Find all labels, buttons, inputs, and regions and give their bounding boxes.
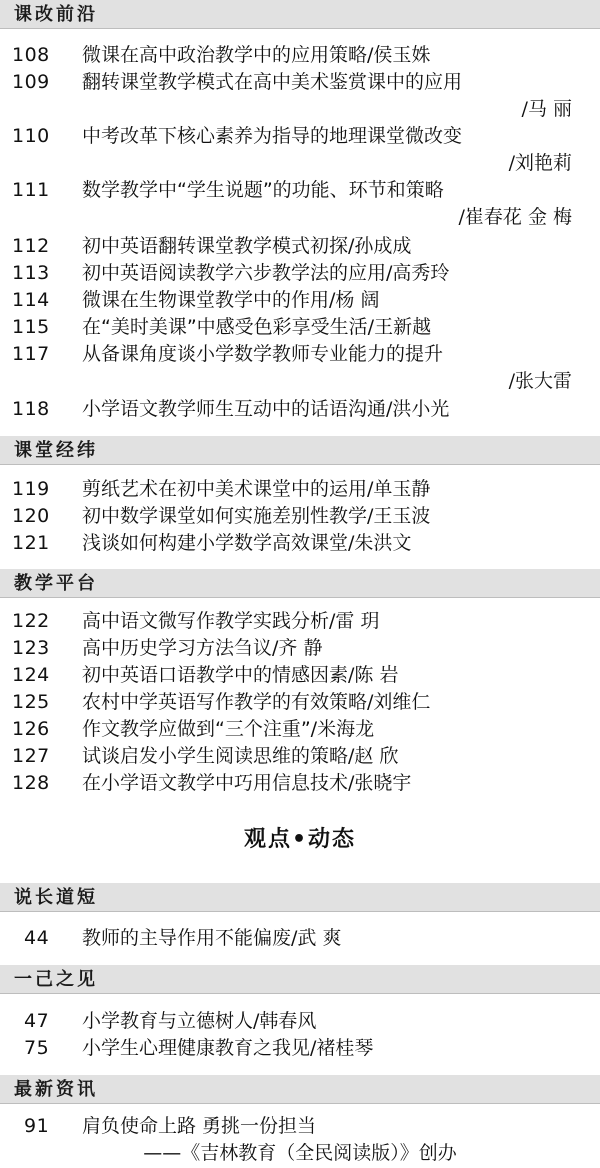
article-title: 微课在生物课堂教学中的作用/杨 阔 <box>82 289 380 311</box>
article-title: 肩负使命上路 勇挑一份担当 <box>82 1115 317 1137</box>
toc-entry[interactable] <box>0 123 600 177</box>
article-title: 初中英语口语教学中的情感因素/陈 岩 <box>82 664 399 686</box>
page-number: 109 <box>12 71 50 93</box>
article-author: 韩春风 <box>259 1010 317 1032</box>
page-number: 113 <box>12 262 50 284</box>
article-author: 侯玉姝 <box>373 44 431 66</box>
section-header-zuixin: 最新资讯 <box>0 1075 600 1104</box>
page-number: 126 <box>12 718 50 740</box>
page-number: 120 <box>12 505 50 527</box>
article-title: 中考改革下核心素养为指导的地理课堂微改变 <box>82 125 463 147</box>
toc-entry[interactable] <box>0 177 600 231</box>
article-title: 初中英语翻转课堂教学模式初探/孙成成 <box>82 235 412 257</box>
article-author: /刘艳莉 <box>508 152 572 174</box>
article-title: 微课在高中政治教学中的应用策略/侯玉姝 <box>82 44 431 66</box>
page-number: 108 <box>12 44 50 66</box>
article-author: /张大雷 <box>508 370 572 392</box>
article-author: 王新越 <box>374 316 432 338</box>
article-author: 齐 静 <box>278 637 323 659</box>
page-number: 110 <box>12 125 50 147</box>
article-author: 武 爽 <box>297 927 342 949</box>
article-author: /崔春花 金 梅 <box>458 206 572 228</box>
article-author: 赵 欣 <box>354 745 399 767</box>
article-title: 翻转课堂教学模式在高中美术鉴赏课中的应用 <box>82 71 463 93</box>
page-number: 124 <box>12 664 50 686</box>
page-number: 122 <box>12 610 50 632</box>
page-number: 111 <box>12 179 50 201</box>
article-title: 农村中学英语写作教学的有效策略/刘维仁 <box>82 691 431 713</box>
article-author: 高秀玲 <box>392 262 450 284</box>
article-title: 高中语文微写作教学实践分析/雷 玥 <box>82 610 380 632</box>
page-number: 128 <box>12 772 50 794</box>
page-number: 119 <box>12 478 50 500</box>
page-number: 118 <box>12 398 50 420</box>
toc-entry[interactable] <box>0 69 600 123</box>
section-header-jiaoxue: 教学平台 <box>0 569 600 598</box>
page-number: 44 <box>24 927 50 949</box>
article-subtitle: ——《吉林教育（全民阅读版）》创办 <box>143 1142 457 1164</box>
section-header-shuochang: 说长道短 <box>0 883 600 912</box>
article-author: 雷 玥 <box>335 610 380 632</box>
article-author: 孙成成 <box>354 235 412 257</box>
page-number: 75 <box>24 1037 50 1059</box>
article-title: 在小学语文教学中巧用信息技术/张晓宇 <box>82 772 412 794</box>
page-number: 117 <box>12 343 50 365</box>
article-title: 数学教学中“学生说题”的功能、环节和策略 <box>82 179 444 201</box>
page-number: 127 <box>12 745 50 767</box>
article-title: 小学语文教学师生互动中的话语沟通/洪小光 <box>82 398 450 420</box>
article-title: 初中数学课堂如何实施差别性教学/王玉波 <box>82 505 431 527</box>
article-title: 浅谈如何构建小学数学高效课堂/朱洪文 <box>82 532 412 554</box>
article-title: 试谈启发小学生阅读思维的策略/赵 欣 <box>82 745 399 767</box>
toc-entry[interactable] <box>0 1113 600 1167</box>
article-title: 教师的主导作用不能偏废/武 爽 <box>82 927 342 949</box>
article-title: 高中历史学习方法刍议/齐 静 <box>82 637 323 659</box>
page-number: 115 <box>12 316 50 338</box>
article-author: 张晓宇 <box>354 772 412 794</box>
page-number: 47 <box>24 1010 50 1032</box>
article-title: 在“美时美课”中感受色彩享受生活/王新越 <box>82 316 432 338</box>
page-number: 114 <box>12 289 50 311</box>
article-author: 王玉波 <box>373 505 431 527</box>
article-author: 洪小光 <box>392 398 450 420</box>
article-author: 米海龙 <box>317 718 375 740</box>
article-author: 陈 岩 <box>354 664 399 686</box>
article-author: 单玉静 <box>373 478 431 500</box>
article-title: 初中英语阅读教学六步教学法的应用/高秀玲 <box>82 262 450 284</box>
article-title: 从备课角度谈小学数学教师专业能力的提升 <box>82 343 444 365</box>
page-number: 125 <box>12 691 50 713</box>
toc-entry[interactable] <box>0 341 600 395</box>
article-author: 褚桂琴 <box>316 1037 374 1059</box>
section-header-ketang: 课堂经纬 <box>0 436 600 465</box>
page-number: 91 <box>24 1115 50 1137</box>
page-number: 112 <box>12 235 50 257</box>
article-author: 刘维仁 <box>373 691 431 713</box>
article-title: 剪纸艺术在初中美术课堂中的运用/单玉静 <box>82 478 431 500</box>
section-header-kegai: 课改前沿 <box>0 0 600 29</box>
article-author: /马 丽 <box>521 98 572 120</box>
section-header-yiji: 一己之见 <box>0 965 600 994</box>
article-title: 小学教育与立德树人/韩春风 <box>82 1010 317 1032</box>
article-author: 朱洪文 <box>354 532 412 554</box>
article-author: 杨 阔 <box>335 289 380 311</box>
article-title: 作文教学应做到“三个注重”/米海龙 <box>82 718 375 740</box>
page-number: 121 <box>12 532 50 554</box>
part-heading: 观点•动态 <box>243 827 357 852</box>
page-number: 123 <box>12 637 50 659</box>
article-title: 小学生心理健康教育之我见/褚桂琴 <box>82 1037 374 1059</box>
